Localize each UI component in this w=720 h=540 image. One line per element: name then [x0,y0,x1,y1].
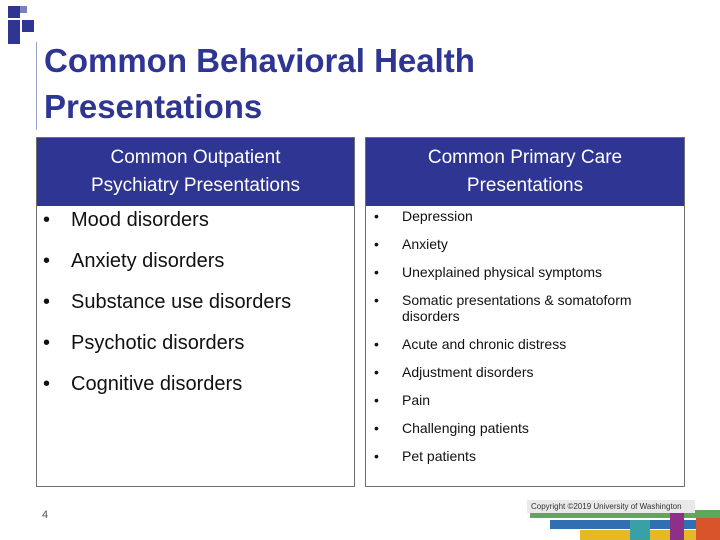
list-item-label: Acute and chronic distress [402,336,567,352]
title-line-2: Presentations [44,88,263,125]
footer-stripe [670,510,684,540]
bullet: • [43,250,51,272]
list-item-label: Challenging patients [402,420,529,436]
bullet: • [43,332,51,354]
list-item [372,292,678,324]
list-item [372,208,678,224]
footer-stripe [696,518,720,540]
title-divider [36,42,37,130]
list-item [43,332,291,373]
list-item-label: Psychotic disorders [71,332,245,354]
logo-square [22,20,34,32]
list-item [372,336,678,352]
logo [8,6,42,46]
primary-care-heading-line-2: Presentations [466,175,584,196]
list-item [43,250,291,291]
list-item-label: Depression [402,208,473,224]
list-item-label: Anxiety disorders [71,250,225,272]
bullet: • [43,291,51,313]
list-item [372,364,678,380]
bullet: • [374,264,379,280]
list-item [372,448,678,464]
bullet: • [374,420,379,436]
list-item-label: Somatic presentations & somatoform disorders [402,292,632,324]
copyright-notice: Copyright ©2019 University of Washington [527,500,695,513]
list-item-label: Adjustment disorders [402,364,534,380]
logo-square [20,6,27,13]
primary-care-heading-line-1: Common Primary Care [427,147,623,168]
list-item-label: Pet patients [402,448,476,464]
bullet: • [374,448,379,464]
bullet: • [374,364,379,380]
primary-care-list [372,208,678,476]
bullet: • [374,208,379,224]
list-item [43,373,291,414]
list-item [372,236,678,252]
list-item-label: Substance use disorders [71,291,292,313]
list-item-label: Mood disorders [71,209,209,231]
bullet: • [374,336,379,352]
list-item-label: Anxiety [402,236,448,252]
list-item-label: Pain [402,392,431,408]
bullet: • [374,292,379,308]
bullet: • [43,373,51,395]
list-item [372,392,678,408]
outpatient-list [43,207,291,414]
list-item [372,264,678,280]
bullet: • [374,236,379,252]
list-item-label: Cognitive disorders [71,373,243,395]
page-number: 4 [42,509,49,521]
bullet: • [43,209,51,231]
logo-square [8,6,20,18]
list-item [43,209,291,250]
list-item [372,420,678,436]
title-line-1: Common Behavioral Health [44,42,475,79]
primary-care-box [365,137,685,487]
primary-care-header [366,138,684,206]
bullet: • [374,392,379,408]
list-item-label: Unexplained physical symptoms [402,264,602,280]
footer-stripe [630,520,650,540]
logo-square [8,20,20,44]
outpatient-heading-line-1: Common Outpatient [110,147,281,168]
list-item [43,291,291,332]
outpatient-heading-line-2: Psychiatry Presentations [90,175,301,196]
outpatient-header [37,138,354,206]
page-title [44,38,644,130]
outpatient-psychiatry-box [36,137,355,487]
